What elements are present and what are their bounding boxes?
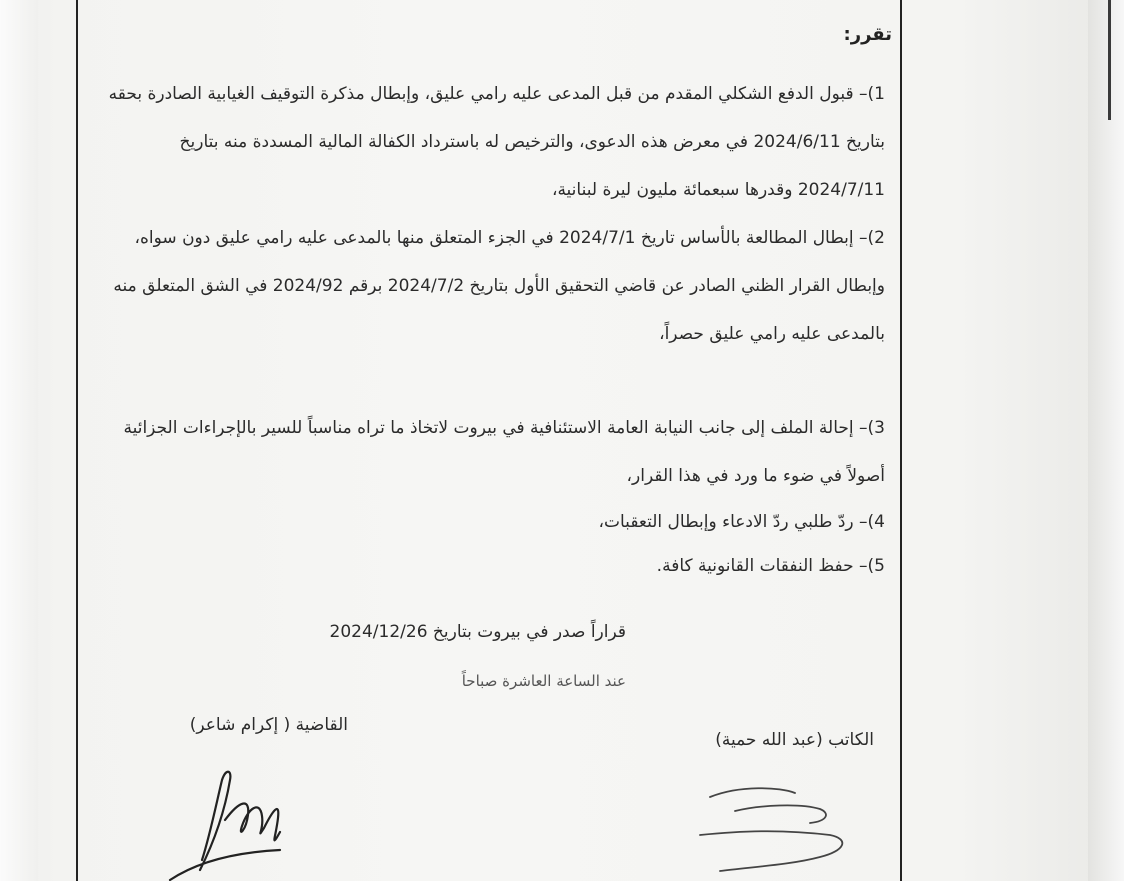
- decision-time-line: عند الساعة العاشرة صباحاً: [461, 672, 626, 690]
- page-right-edge-line: [1108, 0, 1111, 120]
- decision-item-2: 2)– إبطال المطالعة بالأساس تاريخ 2024/7/1 في الجزء المتعلق منها بالمدعى عليه رامي عليق دون سواه، وإبطال القرار الظني الصادر عن قاضي التحقيق الأول بتاريخ 2024/7/2 برقم 2024/92 في الشق المتعلق منه بالمدعى عليه رامي عليق حصراً،: [113, 228, 885, 344]
- decision-item-3: 3)– إحالة الملف إلى جانب النيابة العامة الاستئنافية في بيروت لاتخاذ ما تراه مناسباً للسير بالإجراءات الجزائية أصولاً في ضوء ما ورد في هذا القرار،: [123, 418, 885, 486]
- decision-item-5: 5)– حفظ النفقات القانونية كافة.: [656, 556, 885, 576]
- decision-items-block-2: [90, 404, 885, 588]
- decision-date-line: قراراً صدر في بيروت بتاريخ 2024/12/26: [329, 622, 626, 642]
- page-right-shadow: [1088, 0, 1124, 881]
- judge-name: القاضية ( إكرام شاعر): [189, 715, 348, 735]
- decision-item-1: 1)– قبول الدفع الشكلي المقدم من قبل المدعى عليه رامي عليق، وإبطال مذكرة التوقيف الغيابية الصادرة بحقه بتاريخ 2024/6/11 في معرض هذه الدعوى، والترخيص له باسترداد الكفالة المالية المسددة منه بتاريخ 2024/7/11 وقدرها سبعمائة مليون ليرة لبنانية،: [108, 84, 885, 200]
- page-left-margin: [0, 0, 38, 881]
- judge-signature: [130, 760, 450, 881]
- clerk-name: الكاتب (عبد الله حمية): [715, 730, 874, 750]
- clerk-signature: [680, 775, 880, 881]
- decision-item-4: 4)– ردّ طلبي ردّ الادعاء وإبطال التعقبات،: [598, 512, 885, 532]
- decision-items-block-1: [90, 70, 885, 358]
- decision-header: تقرر:: [843, 24, 892, 45]
